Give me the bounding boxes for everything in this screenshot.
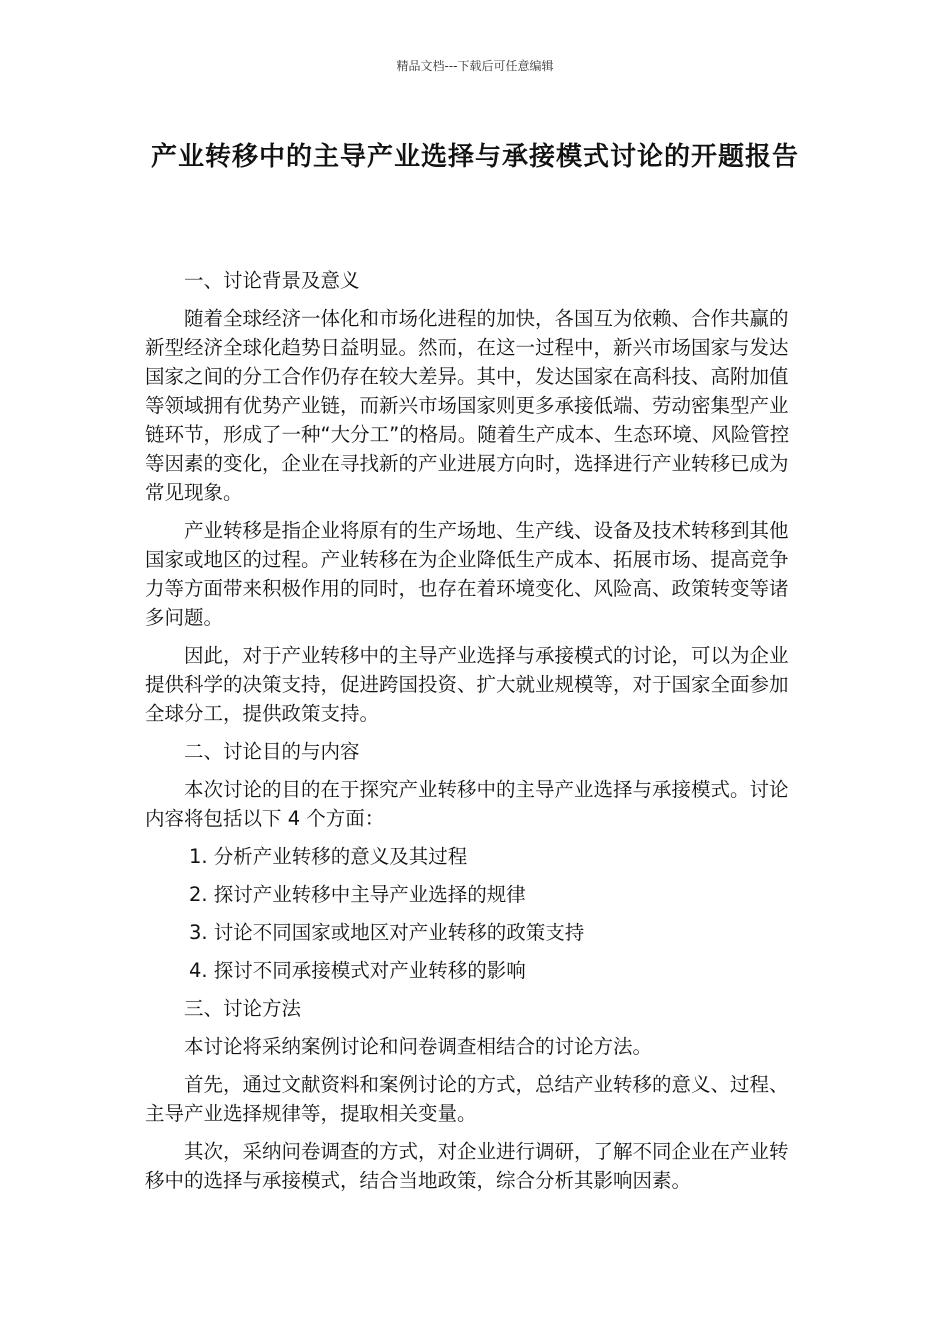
document-body — [145, 266, 805, 1204]
list-item: 3. 讨论不同国家或地区对产业转移的政策支持 — [189, 921, 585, 944]
paragraph-method-2: 首先，通过文献资料和案例讨论的方式，总结产业转移的意义、过程、主导产业选择规律等，提取相关变量。 — [145, 1073, 789, 1125]
list-item: 2. 探讨产业转移中主导产业选择的规律 — [189, 883, 526, 906]
list-item: 1. 分析产业转移的意义及其过程 — [189, 845, 468, 868]
document-title: 产业转移中的主导产业选择与承接模式讨论的开题报告 — [150, 142, 799, 172]
paragraph-background-3: 因此，对于产业转移中的主导产业选择与承接模式的讨论，可以为企业提供科学的决策支持，促进跨国投资、扩大就业规模等，对于国家全面参加全球分工，提供政策支持。 — [145, 644, 789, 725]
list-item: 4. 探讨不同承接模式对产业转移的影响 — [189, 959, 526, 982]
paragraph-purpose-1: 本次讨论的目的在于探究产业转移中的主导产业选择与承接模式。讨论内容将包括以下 4 个方面： — [145, 778, 789, 830]
paragraph-method-1: 本讨论将采纳案例讨论和问卷调查相结合的讨论方法。 — [184, 1035, 653, 1058]
page-header-note: 精品文档---下载后可任意编辑 — [396, 59, 554, 73]
section-heading-background: 一、讨论背景及意义 — [184, 269, 360, 292]
section-heading-purpose: 二、讨论目的与内容 — [184, 740, 360, 763]
paragraph-background-1: 随着全球经济一体化和市场化进程的加快，各国互为依赖、合作共赢的新型经济全球化趋势日益明显。然而，在这一过程中，新兴市场国家与发达国家之间的分工合作仍存在较大差异。其中，发达国家在高科技、高附加值等领域拥有优势产业链，而新兴市场国家则更多承接低端、劳动密集型产业链环节，形成了一种“大分工”的格局。随着生产成本、生态环境、风险管控等因素的变化，企业在寻找新的产业进展方向时，选择进行产业转移已成为常见现象。 — [145, 307, 790, 504]
paragraph-method-3: 其次，采纳问卷调查的方式，对企业进行调研，了解不同企业在产业转移中的选择与承接模式，结合当地政策，综合分析其影响因素。 — [145, 1140, 789, 1192]
paragraph-background-2: 产业转移是指企业将原有的生产场地、生产线、设备及技术转移到其他国家或地区的过程。产业转移在为企业降低生产成本、拓展市场、提高竞争力等方面带来积极作用的同时，也存在着环境变化、风险高、政策转变等诸多问题。 — [145, 519, 789, 629]
section-heading-method: 三、讨论方法 — [184, 997, 302, 1020]
